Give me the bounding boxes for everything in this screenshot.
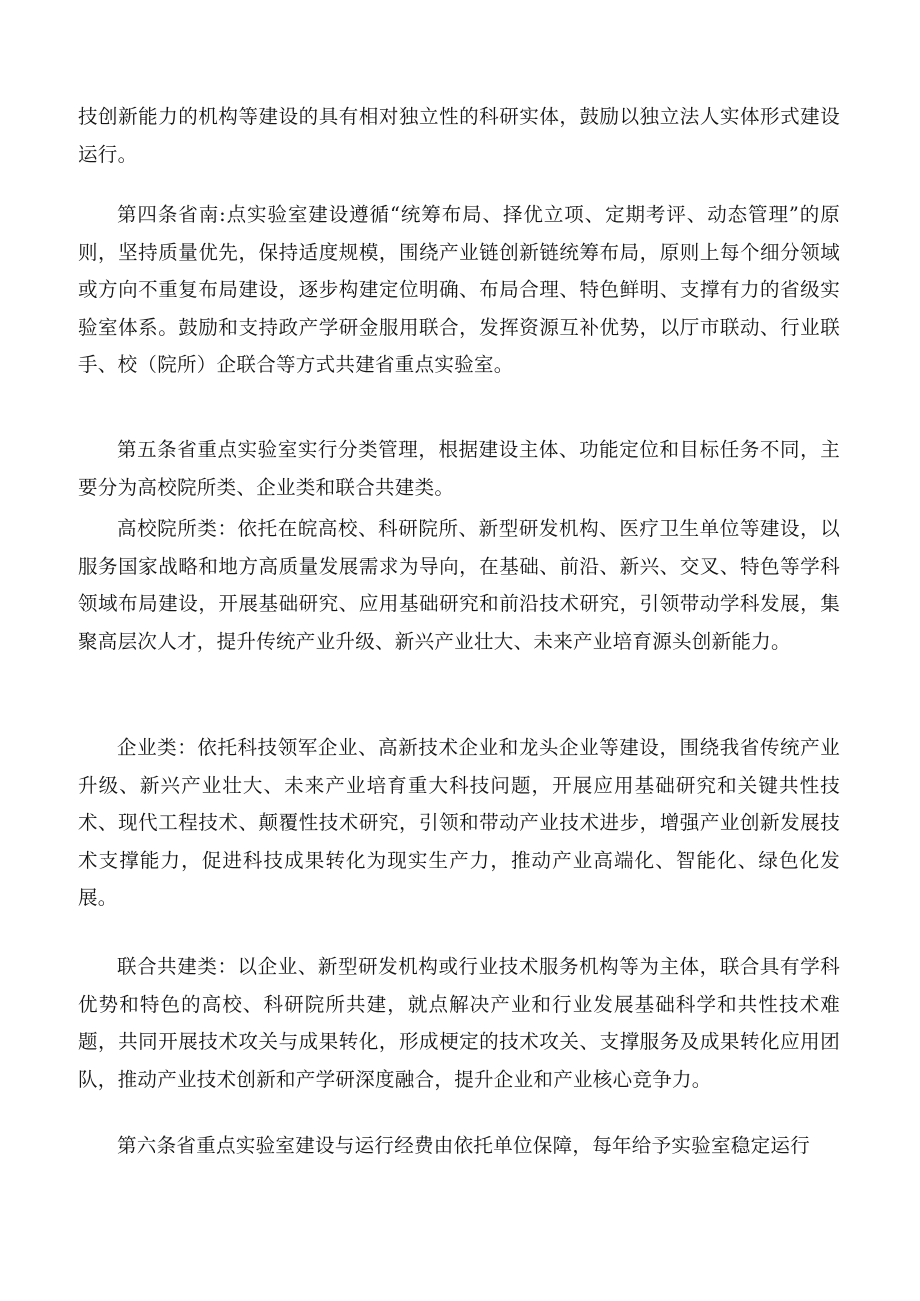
paragraph-continuation: 技创新能力的机构等建设的具有相对独立性的科研实体，鼓励以独立法人实体形式建设运行。: [78, 105, 840, 166]
paragraph-article-6: 第六条省重点实验室建设与运行经费由依托单位保障，每年给予实验室稳定运行: [117, 1134, 811, 1157]
paragraph-joint-category: 联合共建类：以企业、新型研发机构或行业技术服务机构等为主体，联合具有学科优势和特色的高校、科研院所共建，就点解决产业和行业发展基础科学和共性技术难题，共同开展技术攻关与成果转化，形成梗定的技术攻关、支撑服务及成果转化应用团队，推动产业技术创新和产学研深度融合，提升企业和产业核心竞争力。: [78, 955, 840, 1091]
paragraph-article-5: 第五条省重点实验室实行分类管理，根据建设主体、功能定位和目标任务不同，主要分为高校院所类、企业类和联合共建类。: [78, 438, 840, 499]
paragraph-article-4: 第四条省南:点实验室建设遵循“统筹布局、择优立项、定期考评、动态管理”的原则，坚持质量优先，保持适度规模，围绕产业链创新链统筹布局，原则上每个细分领域或方向不重复布局建设，逐步构建定位明确、布局合理、特色鲜明、支撑有力的省级实验室体系。鼓励和支持政产学研金服用联合，发挥资源互补优势，以厅市联动、行业联手、校（院所）企联合等方式共建省重点实验室。: [78, 203, 840, 376]
paragraph-enterprise-category: 企业类：依托科技领军企业、高新技术企业和龙头企业等建设，围绕我省传统产业升级、新兴产业壮大、未来产业培育重大科技问题，开展应用基础研究和关键共性技术、现代工程技术、颠覆性技术研究，引领和带动产业技术进步，增强产业创新发展技术支撑能力，促进科技成果转化为现实生产力，推动产业高端化、智能化、绿色化发展。: [78, 736, 840, 909]
paragraph-university-category: 高校院所类：依托在皖高校、科研院所、新型研发机构、医疗卫生单位等建设，以服务国家战略和地方高质量发展需求为导向，在基础、前沿、新兴、交叉、特色等学科领域布局建设，开展基础研究、应用基础研究和前沿技术研究，引领带动学科发展，集聚高层次人才，提升传统产业升级、新兴产业壮大、未来产业培育源头创新能力。: [78, 517, 840, 653]
